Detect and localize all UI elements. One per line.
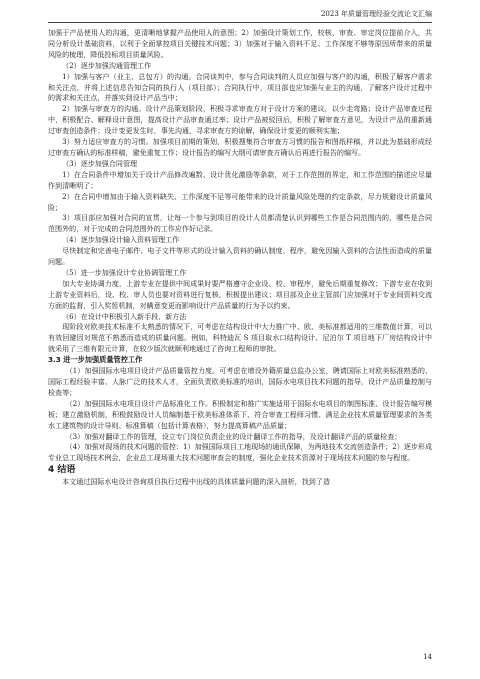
paragraph: （2）加强国际水电项目设计产品标准化工作。积极制定和推广实施适用于国际水电项目的制图标准、设计报告编写模板；建立激励机制，积极鼓励设计人员编制基于欧美标准体系下、符合审查工程师习惯、满足企业技术质量管理要求的各类水工建筑物的设计导则、标准算稿（包括计算表格），努力提高算稿产品质量； — [48, 398, 432, 430]
paragraph: 现阶段对欧美技术标准不太熟悉的情况下，可考虑在结构设计中大力推广中、欧、美标准都适用的三维数值计算，可以有效回避因对规范不熟悉而造成的质量问题。例如，科特迪瓦 S 项目取水口结构设计、尼泊尔 T 项目地下厂房结构设计中就采用了三维有限元计算，在较少版次就顺利地通过了咨询工程师的审批。 — [48, 322, 432, 354]
paragraph: 1）在合同条件中增加关于设计产品修改遍数、设计优化激励等条款，对于工作范围的界定，和工作范围的描述应尽量作到清晰明了； — [48, 169, 432, 190]
subsection-heading: （2）逐步加强沟通管理工作 — [62, 60, 152, 70]
running-header — [48, 8, 432, 23]
paragraph: 2）在合同中增加由于输入资料缺失、工作深度不足等可能带来的设计质量风险处理的约定条款，尽力规避设计质量风险； — [48, 191, 432, 212]
paragraph: 3）努力适应审查方的习惯。加强项目前期的策划，积极搜集符合审查方习惯的报告和图纸样稿，并以此为基础形成经过审查方确认的标准样稿，避免重复工作；设计报告的编写大纲可请审查方确认后再进行报告的编写。 — [48, 137, 432, 157]
subsection-heading: （4）逐步加强设计输入资料管理工作 — [62, 235, 180, 245]
subsection-heading: （6）在设计中积极引入新手段、新方法 — [62, 311, 187, 321]
paragraph: 1）加强与客户（业主、总包方）的沟通。合同谈判中，参与合同谈判的人员应加强与客户的沟通，积极了解客户需求和关注点，并将上述信息告知合同的执行人（项目部）；合同执行中，项目部也应加强与业主的沟通，了解客户设计过程中的需求和关注点，并落实到设计产品当中； — [48, 71, 432, 103]
section-heading-conclusion: 4 结语 — [48, 465, 76, 476]
subsection-heading: （5）进一步加强设计专业协调管理工作 — [62, 267, 187, 277]
paragraph: 本文通过国际水电设计咨询项目执行过程中出线的具体质量问题的深入剖析，找到了造 — [62, 477, 330, 487]
paragraph: （3）加强对翻译工作的管理，设立专门岗位负责企业的设计翻译工作的指导，及设计翻译产品的质量检查； — [65, 431, 402, 441]
paragraph: （4）加强对现场的技术问题的管控：1）加强国际项目工地现场的通讯保障，为两地技术交流创造条件；2）逐步形成专业总工现场技术例会，企业总工现场重大技术问题审查会的制度，强化企业技术资源对于现场技术问题的参与程度。 — [48, 442, 432, 463]
paragraph: 加强于产品使用人的沟通，更清晰地掌握产品使用人的意图；2）加强设计策划工作，校核、审查、审定岗位提前介入，共同分析设计基础资料，以利于全面掌控项目关键技术问题；3）加强对于输入资料不足、工作深度不够等原因所带来的质量风险的梳理，降低投标项目质量风险。 — [48, 28, 432, 59]
paragraph: 加大专业协调力度，上游专业在提供中间成果时要严格遵守企业设、校、审程序，避免后期重复修改；下游专业在收到上游专业资料后，设、校、审人员也要对资料进行复核，积极提出建议；项目部及企业主管部门应加强对于专业间资料交流方面的监督，引入奖惩机制，对瞒意变更而影响设计产品质量的行为予以约束。 — [48, 278, 432, 310]
section-heading-3-3: 3.3 进一步加强质量管控工作 — [48, 355, 143, 365]
paragraph: 2）加强与审查方的沟通。设计产品策划阶段，积极寻求审查方对于设计方案的建议，以少走弯路；设计产品审查过程中，积极配合、解释设计意图，提高设计产品审查通过率；设计产品被驳回后，积极了解审查方意见，为设计产品的重新通过审查创造条件；设计变更发生时，事先沟通，寻求审查方的谅解，确保设计变更的顺利实施； — [48, 104, 432, 136]
paragraph: 3）项目部应加强对合同的宣贯，让每一个参与到项目的设计人员都清楚认识到哪些工作是合同范围内的，哪些是合同范围外的，对于完成的合同范围外的工作应作好记录。 — [48, 213, 432, 234]
subsection-heading: （3）逐步加强合同管理 — [62, 158, 138, 168]
journal-title: 2023 年质量管理经验交流论文汇编 — [320, 10, 432, 18]
page-body — [48, 28, 432, 488]
paragraph: （1）加强国际水电项目设计产品质量管控力度。可考虑在增设外籍质量总监办公室，聘请国际上对欧美标准熟悉的、国际工程经验丰富、人脉广泛的技术人才，全面负责欧美标准的培训，国际水电项目技术问题的指导，设计产品质量控制与检查等； — [48, 366, 432, 397]
page-number: 14 — [423, 653, 432, 661]
paragraph: 尽快制定和完善电子邮件、电子文件等形式的设计输入资料的确认制度、程序，避免因输入资料的合法性而造成的质量问题。 — [48, 246, 432, 267]
